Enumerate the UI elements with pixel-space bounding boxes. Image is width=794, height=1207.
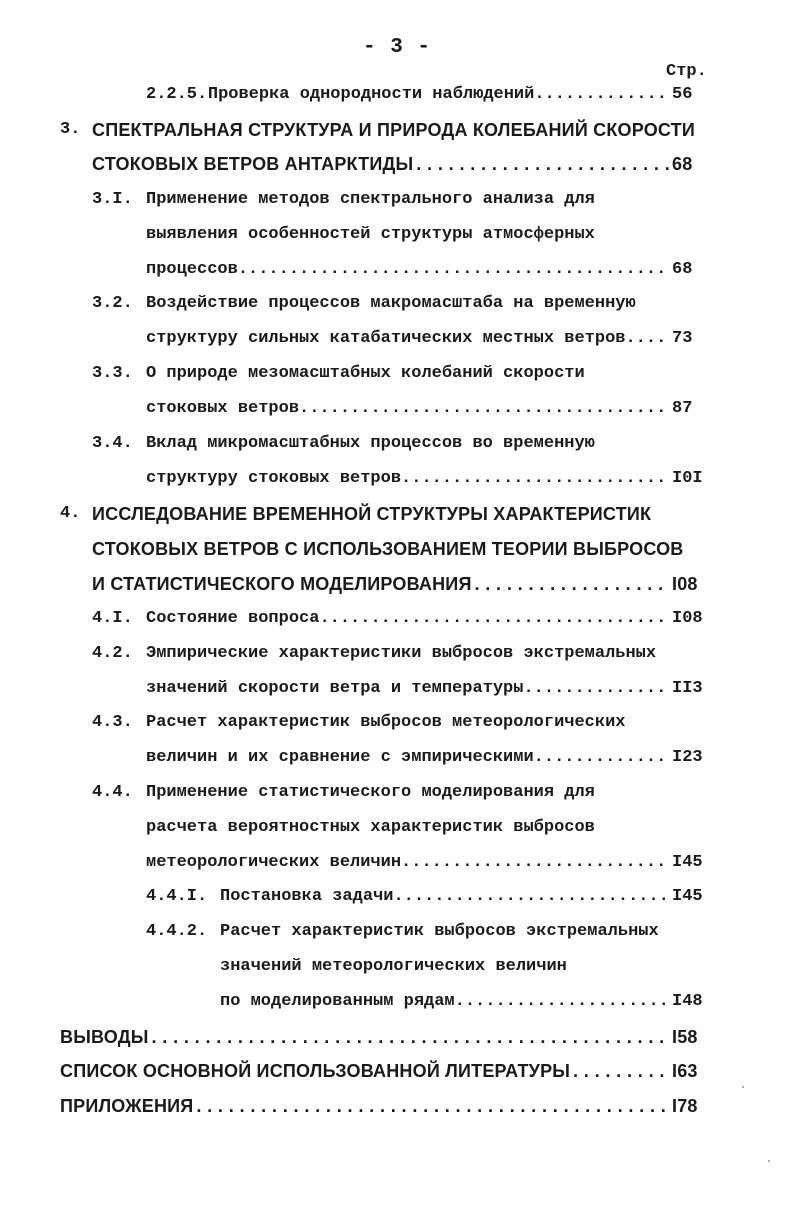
leader-dots	[319, 608, 670, 630]
leader-dots	[401, 468, 670, 490]
leader-dots	[455, 991, 670, 1013]
leader-dots	[534, 747, 670, 769]
toc-entry-title-line-1: Воздействие процессов макромасштаба на временную	[146, 294, 636, 313]
toc-entry-number: 4.2.	[92, 644, 133, 663]
scan-speck	[742, 1086, 744, 1088]
toc-entry-title-line-2: СТОКОВЫХ ВЕТРОВ АНТАРКТИДЫ	[92, 154, 414, 174]
toc-entry-number: 4.4.	[92, 783, 133, 802]
toc-line	[146, 328, 706, 350]
toc-entry-title-line-1: Вклад микромасштабных процессов во временную	[146, 434, 595, 453]
toc-page-ref: 73	[672, 329, 693, 348]
page-column-label: Стр.	[666, 62, 707, 81]
toc-page-ref: I45	[672, 887, 703, 906]
toc-page-ref: 56	[672, 85, 693, 104]
toc-entry-title-line-2: выявления особенностей структуры атмосферных	[146, 225, 595, 244]
leader-dots	[149, 1028, 670, 1050]
toc-line	[146, 398, 706, 420]
toc-entry-title-line-3: процессов	[146, 260, 238, 279]
toc-line	[146, 259, 706, 281]
scan-speck	[768, 1160, 770, 1162]
leader-dots	[523, 678, 670, 700]
toc-entry-title-line-1: Расчет характеристик выбросов экстремальных	[220, 922, 659, 941]
leader-dots	[299, 398, 670, 420]
toc-entry-number: 4.3.	[92, 713, 133, 732]
leader-dots	[401, 852, 670, 874]
toc-entry-title-line-2: структуру сильных катабатических местных ветров	[146, 329, 626, 348]
toc-line	[146, 678, 706, 700]
leader-dots	[534, 84, 670, 106]
toc-entry-title: Состояние вопроса	[146, 609, 320, 628]
toc-page-ref: I58	[672, 1027, 698, 1047]
toc-line	[60, 1060, 706, 1082]
toc-entry-title-line-1: СПЕКТРАЛЬНАЯ СТРУКТУРА И ПРИРОДА КОЛЕБАНИЙ СКОРОСТИ	[92, 120, 695, 140]
toc-entry-title: Проверка однородности наблюдений	[207, 85, 535, 104]
toc-page-ref: 68	[672, 154, 693, 174]
toc-page-ref: II3	[672, 679, 703, 698]
toc-page-ref: 87	[672, 399, 693, 418]
toc-entry-title: Постановка задачи	[220, 887, 394, 906]
toc-line	[146, 608, 706, 630]
toc-entry-number: 4.I.	[92, 609, 133, 628]
leader-dots	[393, 886, 670, 908]
toc-line	[60, 1026, 706, 1048]
leader-dots	[472, 575, 670, 597]
toc-entry-title-line-1: Эмпирические характеристики выбросов экстремальных	[146, 644, 657, 663]
toc-entry-number: 3.	[60, 120, 81, 139]
toc-line	[92, 573, 706, 595]
leader-dots	[413, 155, 670, 177]
toc-entry-title: ПРИЛОЖЕНИЯ	[60, 1096, 194, 1116]
toc-entry-number: 3.4.	[92, 434, 133, 453]
toc-page-ref: 68	[672, 260, 693, 279]
toc-line	[60, 1095, 706, 1117]
toc-page-ref: I48	[672, 992, 703, 1011]
toc-line	[146, 747, 706, 769]
toc-page-ref: I08	[672, 574, 698, 594]
toc-entry-title-line-1: Расчет характеристик выбросов метеорологических	[146, 713, 626, 732]
toc-entry-title-line-2: значений скорости ветра и температуры	[146, 679, 524, 698]
toc-page-ref: I45	[672, 853, 703, 872]
leader-dots	[238, 259, 670, 281]
leader-dots	[625, 328, 670, 350]
toc-entry-number: 3.3.	[92, 364, 133, 383]
toc-entry-title-line-2: СТОКОВЫХ ВЕТРОВ С ИСПОЛЬЗОВАНИЕМ ТЕОРИИ ВЫБРОСОВ	[92, 539, 684, 559]
toc-entry-title-line-2: значений метеорологических величин	[220, 957, 567, 976]
toc-entry-number: 4.4.2.	[146, 922, 208, 941]
leader-dots	[570, 1062, 670, 1084]
toc-entry-title-line-3: И СТАТИСТИЧЕСКОГО МОДЕЛИРОВАНИЯ	[92, 574, 472, 594]
toc-entry-title-line-1: ИССЛЕДОВАНИЕ ВРЕМЕННОЙ СТРУКТУРЫ ХАРАКТЕРИСТИК	[92, 504, 652, 524]
toc-entry-title: ВЫВОДЫ	[60, 1027, 149, 1047]
toc-entry-title: СПИСОК ОСНОВНОЙ ИСПОЛЬЗОВАННОЙ ЛИТЕРАТУРЫ	[60, 1061, 571, 1081]
toc-entry-number: 4.	[60, 504, 81, 523]
toc-line	[146, 84, 706, 106]
toc-entry-title-line-3: по моделированным рядам	[220, 992, 455, 1011]
toc-entry-title-line-2: стоковых ветров	[146, 399, 300, 418]
toc-page-ref: I23	[672, 748, 703, 767]
page-number: - 3 -	[362, 36, 431, 59]
toc-line	[146, 852, 706, 874]
toc-entry-number: 2.2.5.	[146, 85, 208, 104]
toc-entry-number: 3.2.	[92, 294, 133, 313]
toc-line	[220, 991, 706, 1013]
toc-entry-title-line-2: структуру стоковых ветров	[146, 469, 402, 488]
toc-entry-title-line-2: величин и их сравнение с эмпирическими	[146, 748, 534, 767]
toc-page-ref: I78	[672, 1096, 698, 1116]
toc-entry-title-line-2: расчета вероятностных характеристик выбросов	[146, 818, 595, 837]
toc-entry-title-line-1: Применение статистического моделирования для	[146, 783, 595, 802]
toc-line	[146, 468, 706, 490]
toc-entry-title-line-3: метеорологических величин	[146, 853, 402, 872]
toc-line	[220, 886, 706, 908]
toc-entry-number: 4.4.I.	[146, 887, 208, 906]
toc-page-ref: I0I	[672, 469, 703, 488]
toc-page-ref: I08	[672, 609, 703, 628]
toc-line	[92, 153, 706, 175]
toc-entry-title-line-1: О природе мезомасштабных колебаний скорости	[146, 364, 585, 383]
toc-page-ref: I63	[672, 1061, 698, 1081]
toc-entry-number: 3.I.	[92, 190, 133, 209]
toc-entry-title-line-1: Применение методов спектрального анализа для	[146, 190, 595, 209]
leader-dots	[193, 1097, 670, 1119]
